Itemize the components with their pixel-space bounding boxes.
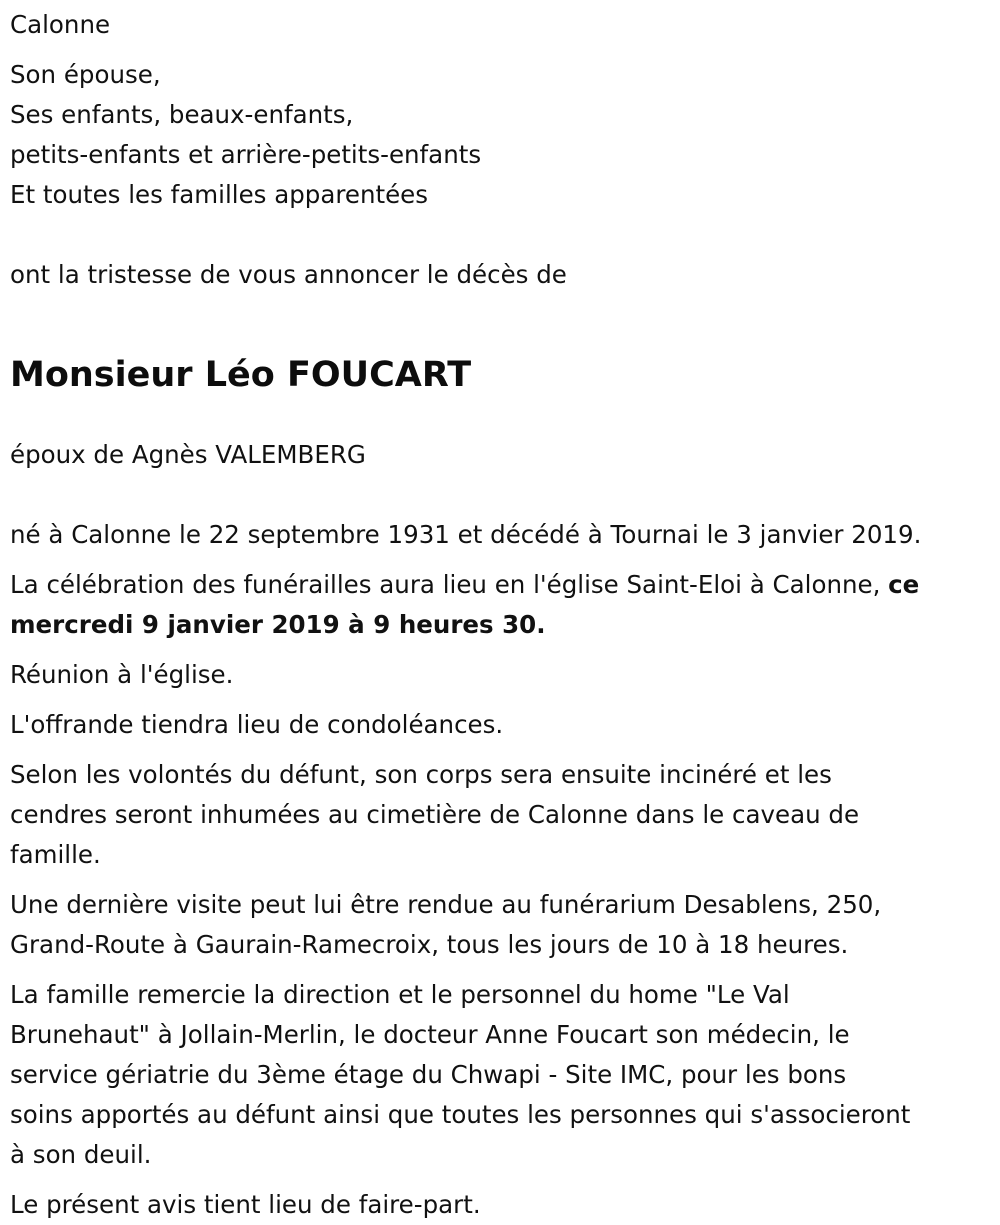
thanks-line: à son deuil. [10, 1140, 152, 1169]
cremation-line: famille. [10, 840, 101, 869]
cremation-line: Selon les volontés du défunt, son corps sera ensuite incinéré et les [10, 760, 832, 789]
thanks-line: soins apportés au défunt ainsi que toutes les personnes qui s'associeront [10, 1100, 911, 1129]
meeting-line: Réunion à l'église. [10, 660, 234, 689]
thanks-line: service gériatrie du 3ème étage du Chwapi - Site IMC, pour les bons [10, 1060, 847, 1089]
family-line: Et toutes les familles apparentées [10, 180, 428, 209]
cremation-paragraph [10, 755, 990, 875]
location-heading: Calonne [10, 10, 111, 39]
spouse-line: époux de Agnès VALEMBERG [10, 440, 366, 469]
thanks-paragraph [10, 975, 990, 1175]
funeral-date-start: ce [888, 570, 920, 599]
funeral-paragraph [10, 565, 990, 645]
funeral-date: mercredi 9 janvier 2019 à 9 heures 30. [10, 610, 546, 639]
closing-line: Le présent avis tient lieu de faire-part. [10, 1190, 481, 1219]
family-line: Ses enfants, beaux-enfants, [10, 100, 354, 129]
announcement-text: ont la tristesse de vous annoncer le décès de [10, 260, 567, 289]
visit-line: Une dernière visite peut lui être rendue au funérarium Desablens, 250, [10, 890, 882, 919]
thanks-line: La famille remercie la direction et le personnel du home "Le Val [10, 980, 790, 1009]
visit-paragraph [10, 885, 990, 965]
birth-death-line: né à Calonne le 22 septembre 1931 et décédé à Tournai le 3 janvier 2019. [10, 520, 922, 549]
thanks-line: Brunehaut" à Jollain-Merlin, le docteur Anne Foucart son médecin, le [10, 1020, 850, 1049]
family-list [10, 55, 990, 215]
funeral-line-1 [10, 565, 990, 605]
deceased-name: Monsieur Léo FOUCART [10, 355, 472, 395]
family-line: Son épouse, [10, 60, 161, 89]
cremation-line: cendres seront inhumées au cimetière de Calonne dans le caveau de [10, 800, 860, 829]
funeral-text: La célébration des funérailles aura lieu en l'église Saint-Eloi à Calonne, [10, 570, 889, 599]
family-line: petits-enfants et arrière-petits-enfants [10, 140, 482, 169]
visit-line: Grand-Route à Gaurain-Ramecroix, tous les jours de 10 à 18 heures. [10, 930, 849, 959]
offering-line: L'offrande tiendra lieu de condoléances. [10, 710, 504, 739]
